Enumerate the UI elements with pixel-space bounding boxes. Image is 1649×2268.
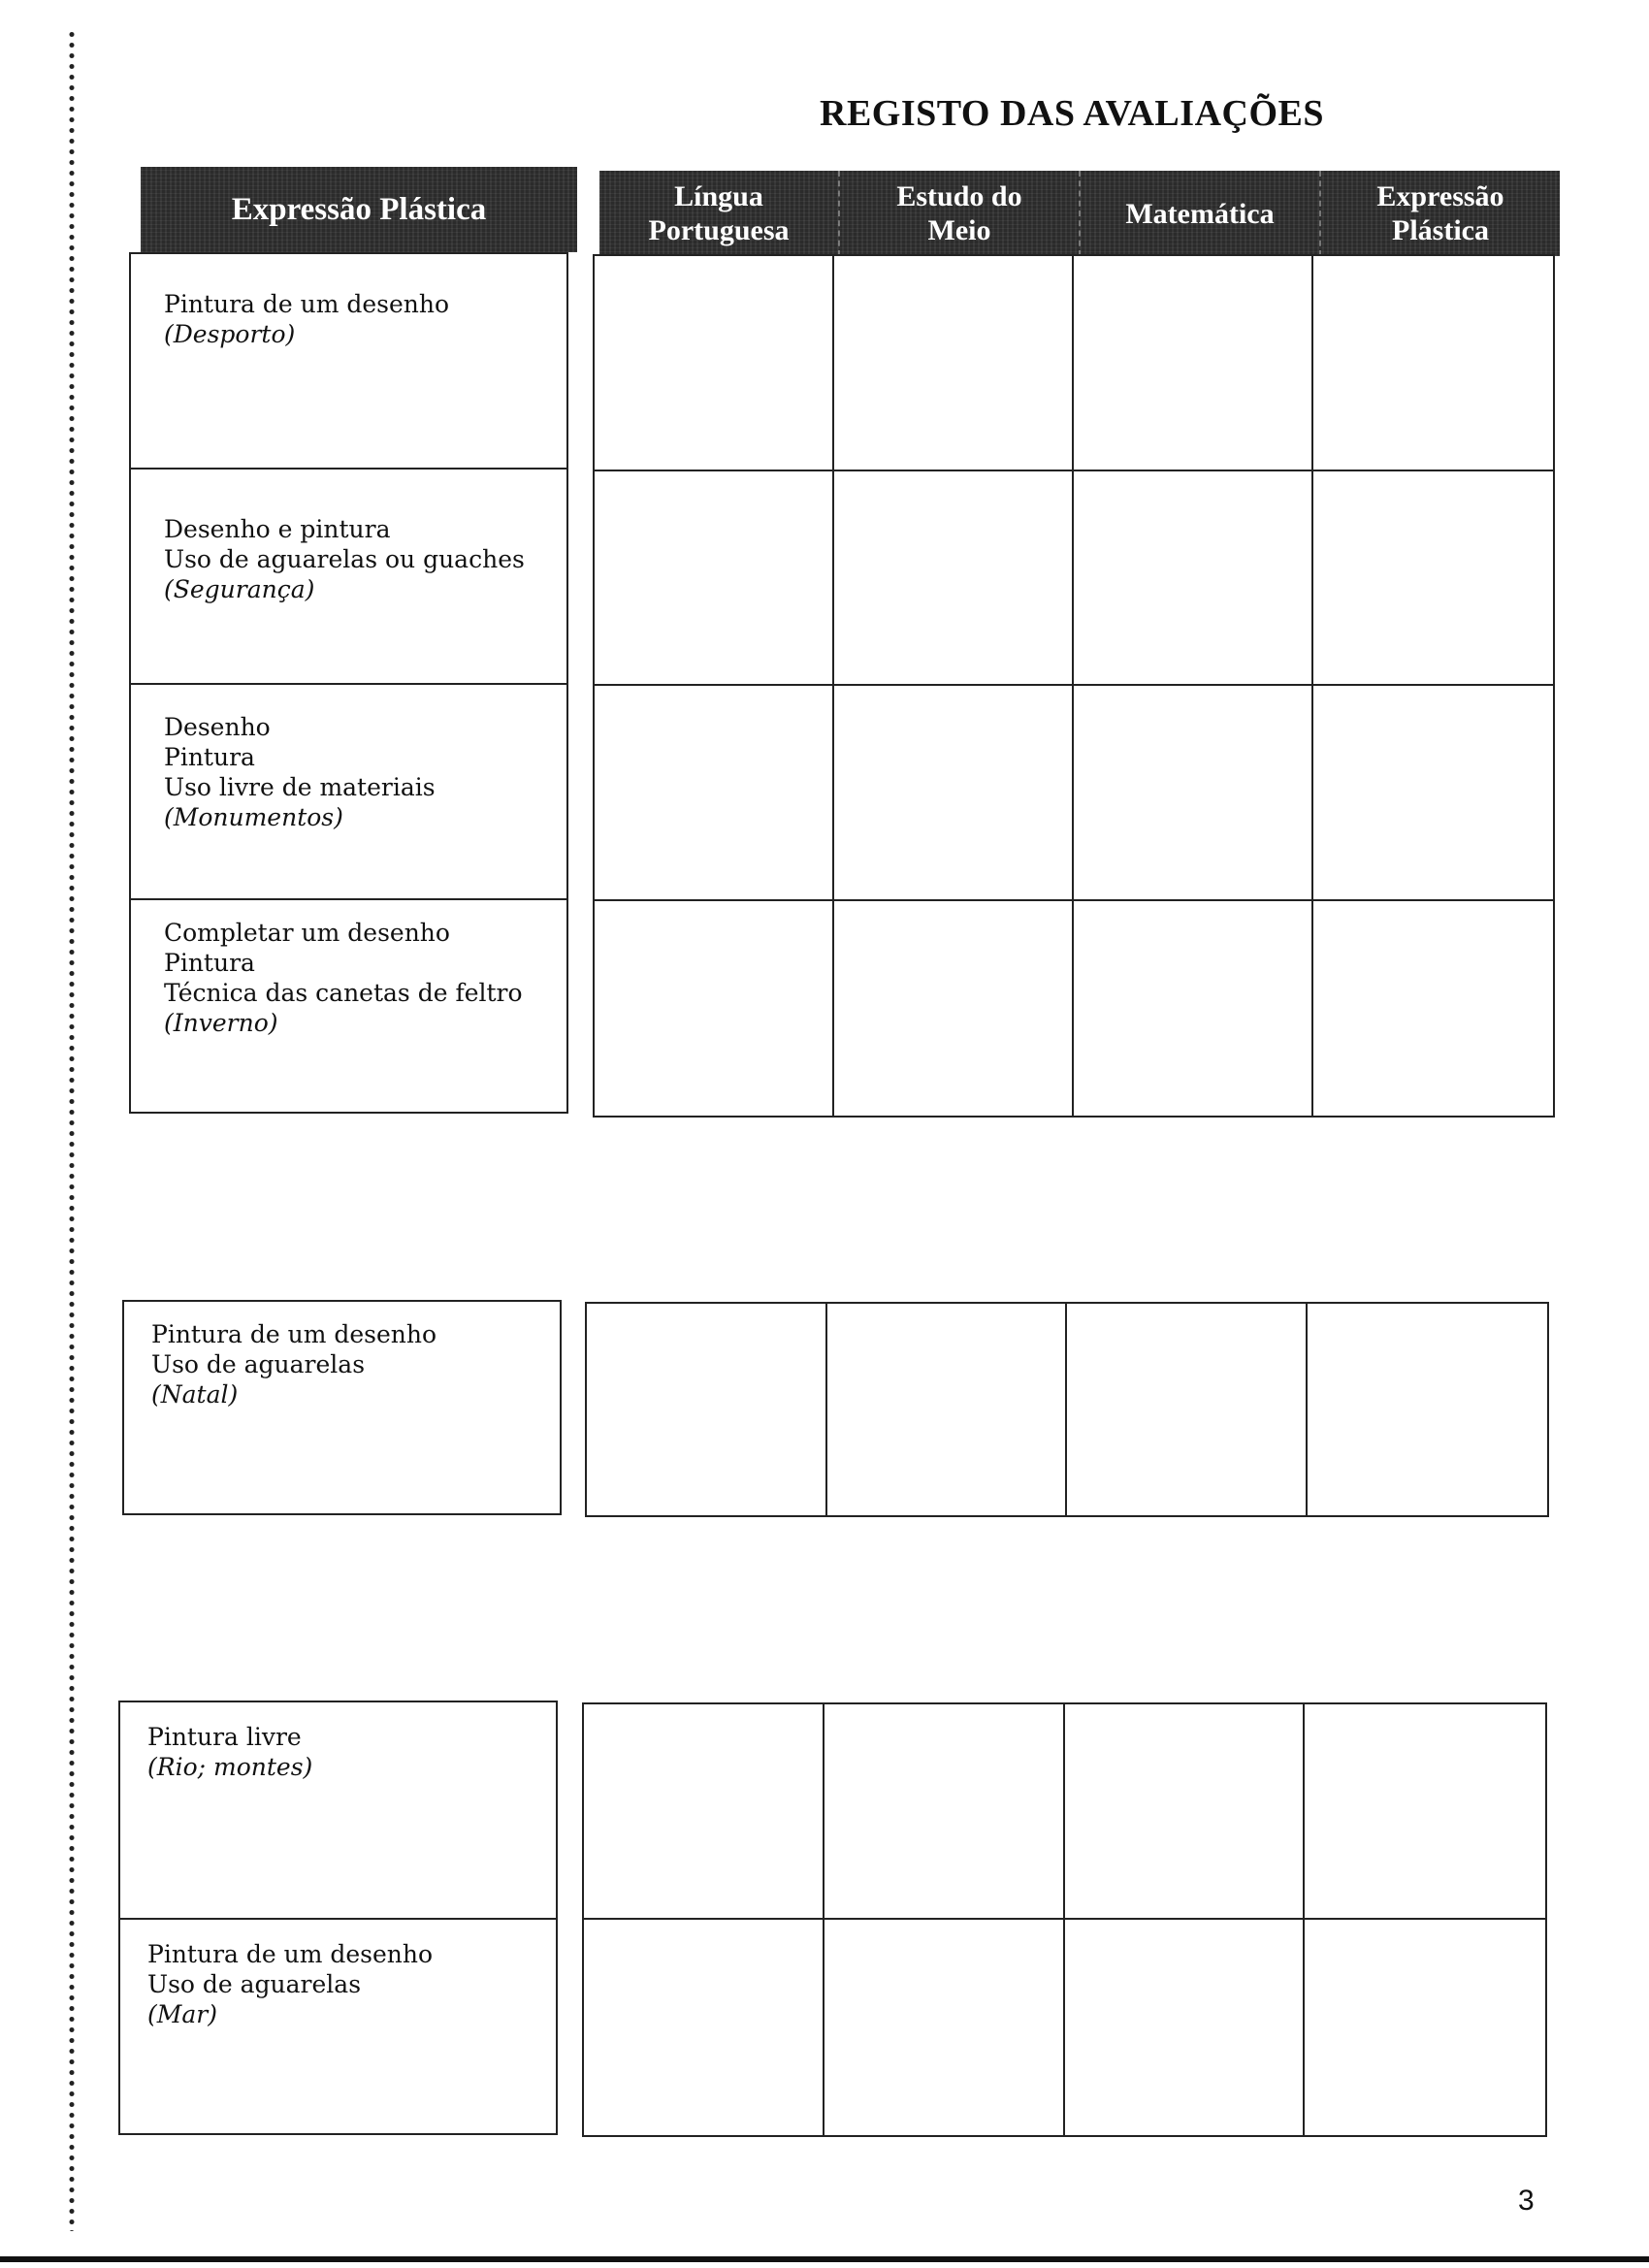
subject-header-lingua-portuguesa: Língua Portuguesa (599, 171, 840, 256)
evaluation-cell[interactable] (595, 471, 834, 687)
evaluation-cell[interactable] (1313, 256, 1553, 471)
evaluation-cell[interactable] (1074, 471, 1313, 687)
evaluation-cell[interactable] (1074, 901, 1313, 1117)
activity-theme: (Segurança) (164, 575, 315, 603)
activity-line: Pintura de um desenho (164, 290, 450, 318)
activity-row (131, 900, 566, 1112)
evaluation-cell[interactable] (595, 256, 834, 471)
activity-theme: (Inverno) (164, 1009, 278, 1037)
activity-line: Desenho e pintura (164, 515, 391, 543)
evaluation-grid-group-3 (582, 1702, 1547, 2137)
evaluation-cell[interactable] (834, 256, 1074, 471)
activity-theme: (Rio; montes) (147, 1753, 313, 1781)
evaluation-cell[interactable] (587, 1304, 827, 1515)
evaluation-cell[interactable] (1074, 686, 1313, 901)
activity-line: Uso de aguarelas (147, 1970, 362, 1998)
activity-theme: (Desporto) (164, 320, 296, 348)
evaluation-cell[interactable] (1305, 1704, 1545, 1920)
activity-row (120, 1920, 556, 2133)
subject-header-row (599, 171, 1560, 256)
evaluation-cell[interactable] (827, 1304, 1068, 1515)
evaluation-cell[interactable] (834, 686, 1074, 901)
activity-line: Técnica das canetas de feltro (164, 979, 523, 1007)
subject-header-expressao-plastica: Expressão Plástica (1376, 180, 1504, 246)
evaluation-cell[interactable] (1305, 1920, 1545, 2135)
activity-theme: (Natal) (151, 1380, 239, 1409)
activity-theme: (Monumentos) (164, 803, 343, 831)
activity-line: Pintura livre (147, 1723, 302, 1751)
evaluation-cell[interactable] (1313, 471, 1553, 687)
activity-row (120, 1702, 556, 1920)
activity-row (131, 470, 566, 685)
evaluation-grid-group-1 (593, 254, 1555, 1118)
evaluation-cell[interactable] (824, 1920, 1065, 2135)
activity-row (131, 685, 566, 900)
evaluation-cell[interactable] (834, 471, 1074, 687)
activity-line: Completar um desenho (164, 919, 450, 947)
activity-row (131, 254, 566, 470)
page-number: 3 (1518, 2185, 1535, 2217)
evaluation-cell[interactable] (595, 686, 834, 901)
activity-box-group-2 (122, 1300, 562, 1515)
evaluation-cell[interactable] (1308, 1304, 1548, 1515)
activity-line: Pintura de um desenho (151, 1320, 437, 1348)
evaluation-cell[interactable] (584, 1920, 824, 2135)
evaluation-cell[interactable] (1313, 901, 1553, 1117)
activity-theme: (Mar) (147, 2000, 217, 2028)
left-column-header: Expressão Plástica (141, 167, 577, 252)
activity-line: Uso de aguarelas ou guaches (164, 545, 525, 573)
evaluation-cell[interactable] (584, 1704, 824, 1920)
subject-header-estudo-do-meio: Estudo do Meio (840, 171, 1081, 256)
bottom-rule (0, 2256, 1649, 2262)
evaluation-cell[interactable] (1065, 1920, 1306, 2135)
evaluation-cell[interactable] (834, 901, 1074, 1117)
evaluation-cell[interactable] (1067, 1304, 1308, 1515)
evaluation-cell[interactable] (824, 1704, 1065, 1920)
subject-header-matematica: Matemática (1081, 171, 1321, 256)
activity-box-group-3 (118, 1701, 558, 2135)
evaluation-cell[interactable] (595, 901, 834, 1117)
activity-line: Desenho (164, 713, 271, 741)
activity-row (124, 1302, 560, 1513)
activity-line: Pintura (164, 743, 255, 771)
activity-box-group-1 (129, 252, 568, 1114)
page-title: REGISTO DAS AVALIAÇÕES (820, 93, 1324, 134)
evaluation-grid-group-2 (585, 1302, 1549, 1517)
activity-line: Uso livre de materiais (164, 773, 436, 801)
binding-holes (68, 29, 76, 2231)
evaluation-cell[interactable] (1065, 1704, 1306, 1920)
evaluation-cell[interactable] (1074, 256, 1313, 471)
activity-line: Pintura de um desenho (147, 1940, 434, 1968)
activity-line: Pintura (164, 949, 255, 977)
evaluation-cell[interactable] (1313, 686, 1553, 901)
activity-line: Uso de aguarelas (151, 1350, 366, 1378)
